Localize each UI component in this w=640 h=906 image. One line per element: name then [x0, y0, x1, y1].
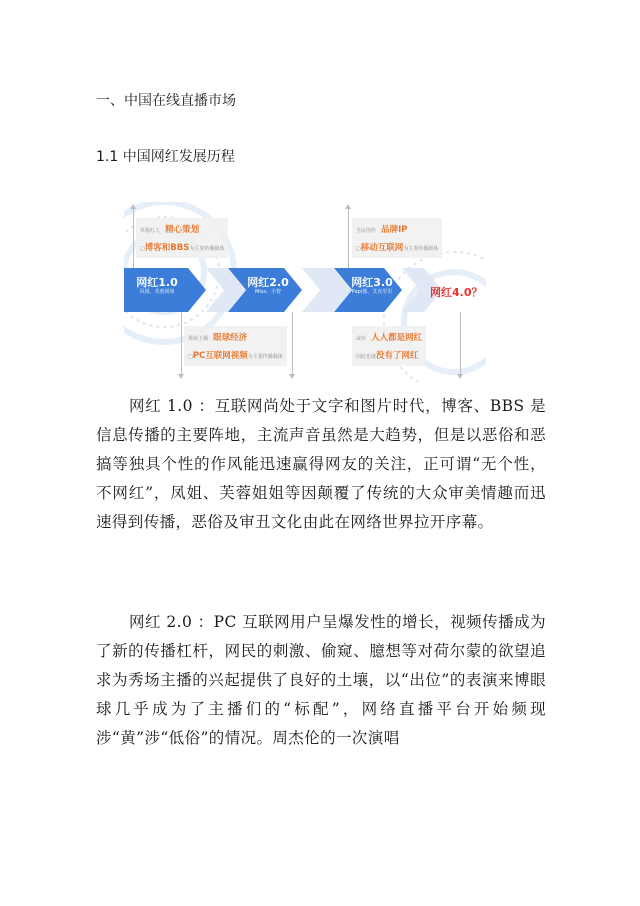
callout-text: 为主要传播载体 [403, 246, 439, 252]
guide-line [292, 312, 293, 376]
future-stage-label: 网红4.0？ [430, 286, 483, 299]
guide-arrow-icon [457, 374, 463, 379]
callout-text: 草根红人 [140, 228, 161, 234]
paragraph-1: 网红 1.0 ：互联网尚处于文字和图片时代，博客、BBS 是信息传播的主要阵地，主流声音虽然是大趋势，但是以恶俗和恶搞等独具个性的作风能迅速赢得网友的关注，正可谓“无个性，不网红”，凤姐、芙蓉姐姐等因颠覆了传统的大众审美情趣而迅速得到传播，恶俗及审丑文化由此在网络世界拉开序幕。 [96, 397, 546, 531]
stage-1 [126, 276, 188, 296]
callout-text: 为主要传播载体 [189, 246, 225, 252]
subsection-heading: 1.1 中国网红发展历程 [96, 149, 235, 165]
callout-keyword: 眼球经济 [213, 333, 248, 343]
callout-text: 秀场主播 [188, 336, 209, 342]
callout-bottom-2 [352, 326, 426, 366]
callout-text: 因此也就 [356, 354, 377, 360]
callout-keyword: 没有了网红 [376, 351, 419, 361]
stage-subtitle: Papi酱、艾克里里 [351, 289, 393, 295]
timeline-figure [124, 202, 486, 382]
callout-keyword: 博客和BBS [144, 243, 190, 253]
stage-2 [240, 276, 296, 296]
guide-arrow-icon [130, 204, 136, 209]
callout-keyword: PC互联网视频 [192, 351, 248, 361]
guide-line [133, 208, 134, 268]
guide-arrow-icon [345, 204, 351, 209]
stage-title: 网红2.0 [247, 276, 289, 289]
callout-text: 全民创作 [356, 228, 377, 234]
guide-line [181, 312, 182, 376]
guide-arrow-icon [178, 374, 184, 379]
callout-text: 为主要传播载体 [247, 354, 283, 360]
callout-top-2: 全民创作 品牌IP □移动互联网为主要传播载体 [352, 218, 442, 258]
stage-subtitle: 凤姐、芙蓉姐姐 [139, 289, 175, 295]
guide-line [348, 208, 349, 268]
callout-keyword: 移动互联网 [360, 243, 404, 253]
stage-title: 网红1.0 [136, 276, 178, 289]
stage-subtitle: Miss、小智 [255, 289, 281, 295]
callout-bottom-1: 秀场主播 眼球经济 □PC互联网视频为主要传播载体 [184, 326, 287, 366]
paragraph-2: 网红 2.0 ：PC 互联网用户呈爆发性的增长，视频传播成为了新的传播杠杆，网民的刺激、偷窥、臆想等对荷尔蒙的欲望追求为秀场主播的兴起提供了良好的土壤，以“出位”的表演来博眼球几乎成为了主播们的“标配”，网络直播平台开始频现涉“黄”涉“低俗”的情况。周杰伦的一次演唱 [96, 613, 546, 747]
callout-top-1: 草根红人 精心策划 □博客和BBS为主要传播载体 [136, 218, 228, 258]
callout-keyword: 人人都是网红 [371, 333, 423, 343]
stage-title: 网红3.0 [351, 276, 393, 289]
guide-arrow-icon [289, 374, 295, 379]
guide-line [460, 312, 461, 376]
callout-keyword: 品牌IP [381, 225, 408, 235]
callout-keyword: 精心策划 [165, 225, 200, 235]
stage-3 [346, 276, 398, 296]
section-heading: 一、中国在线直播市场 [96, 93, 236, 109]
callout-text: 或许 [356, 336, 367, 342]
